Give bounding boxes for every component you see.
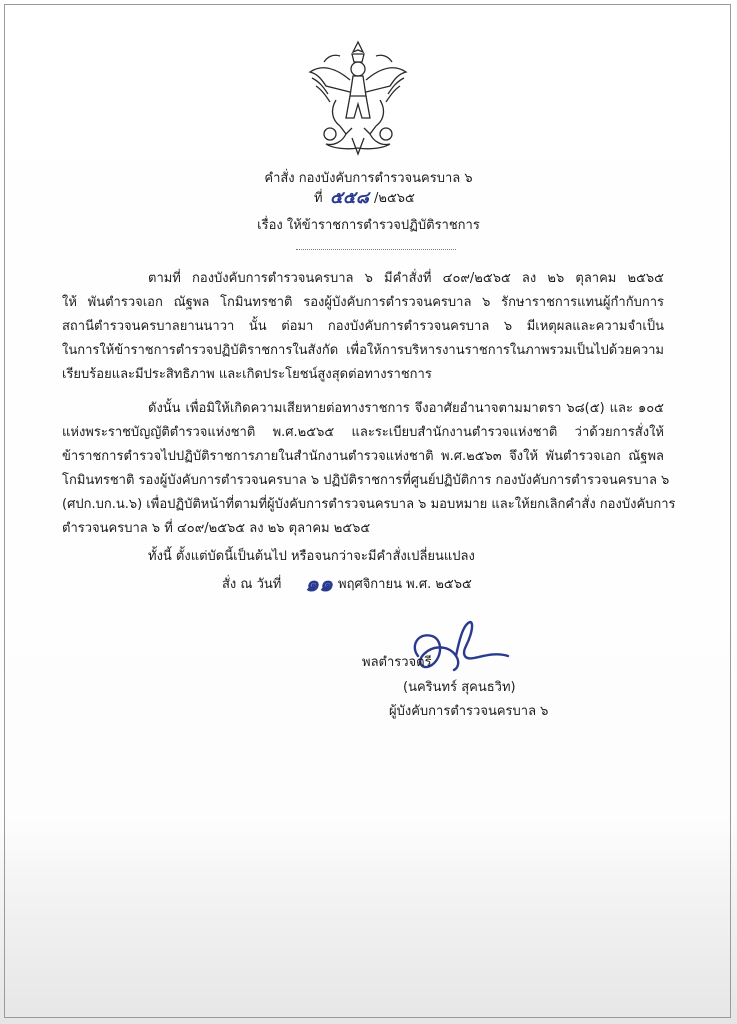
paragraph-2-line-1: ดังนั้น เพื่อมิให้เกิดความเสียหายต่อทางราชการ จึงอาศัยอำนาจตามมาตรา ๖๘(๕) และ ๑๐๕ <box>148 401 664 416</box>
paragraph-2-line-3: ข้าราชการตำรวจไปปฏิบัติราชการภายในสำนักงานตำรวจแห่งชาติ พ.ศ.๒๕๖๓ จึงให้ พันตำรวจเอก ณัฐพล <box>62 449 664 464</box>
signatory-position: ผู้บังคับการตำรวจนครบาล ๖ <box>389 704 549 719</box>
order-title: คำสั่ง กองบังคับการตำรวจนครบาล ๖ <box>264 171 473 186</box>
date-day-handwritten: ๑๑ <box>305 571 333 597</box>
paragraph-3: ทั้งนี้ ตั้งแต่บัดนี้เป็นต้นไป หรือจนกว่าจะมีคำสั่งเปลี่ยนแปลง <box>148 549 475 564</box>
paragraph-1-line-4: ในการให้ข้าราชการตำรวจปฏิบัติราชการในสังกัด เพื่อให้การบริหารงานราชการในภาพรวมเป็นไปด้วยความ <box>62 343 664 358</box>
signature-image <box>404 616 514 688</box>
paragraph-2-line-5: (ศปก.บก.น.๖) เพื่อปฏิบัติหน้าที่ตามที่ผู้บังคับการตำรวจนครบาล ๖ มอบหมาย และให้ยกเลิกคำสั่ง กองบังคับการ <box>62 497 676 512</box>
paragraph-1-line-1: ตามที่ กองบังคับการตำรวจนครบาล ๖ มีคำสั่งที่ ๔๐๙/๒๕๖๕ ลง ๒๖ ตุลาคม ๒๕๖๕ <box>148 271 664 286</box>
order-number-suffix: /๒๕๖๕ <box>374 191 415 206</box>
paragraph-2-line-4: โกมินทรชาติ รองผู้บังคับการตำรวจนครบาล ๖ ปฏิบัติราชการที่ศูนย์ปฏิบัติการ กองบังคับการตำรวจนครบาล ๖ <box>62 473 670 488</box>
signatory-rank: พลตำรวจตรี <box>362 655 432 670</box>
header-divider <box>296 249 456 250</box>
garuda-emblem <box>306 38 410 156</box>
date-prefix: สั่ง ณ วันที่ <box>222 577 282 592</box>
order-number-prefix: ที่ <box>314 191 323 206</box>
paragraph-2-line-2: แห่งพระราชบัญญัติตำรวจแห่งชาติ พ.ศ.๒๕๖๕ และระเบียบสำนักงานตำรวจแห่งชาติ ว่าด้วยการสั่งให้ <box>62 425 664 440</box>
paragraph-2-line-6: ตำรวจนครบาล ๖ ที่ ๔๐๙/๒๕๖๕ ลง ๒๖ ตุลาคม ๒๕๖๕ <box>62 521 371 536</box>
paragraph-1-line-5: เรียบร้อยและมีประสิทธิภาพ และเกิดประโยชน์สูงสุดต่อทางราชการ <box>62 367 432 382</box>
signatory-name: (นครินทร์ สุคนธวิท) <box>403 680 516 695</box>
paragraph-1-line-3: สถานีตำรวจนครบาลยานนาวา นั้น ต่อมา กองบังคับการตำรวจนครบาล ๖ มีเหตุผลและความจำเป็น <box>62 319 664 334</box>
subject-line: เรื่อง ให้ข้าราชการตำรวจปฏิบัติราชการ <box>257 218 480 233</box>
date-month-year: พฤศจิกายน พ.ศ. ๒๕๖๕ <box>338 577 472 592</box>
paragraph-1-line-2: ให้ พันตำรวจเอก ณัฐพล โกมินทรชาติ รองผู้บังคับการตำรวจนครบาล ๖ รักษาราชการแทนผู้กำกับการ <box>62 295 664 310</box>
order-number-handwritten: ๕๕๘ <box>330 188 369 208</box>
